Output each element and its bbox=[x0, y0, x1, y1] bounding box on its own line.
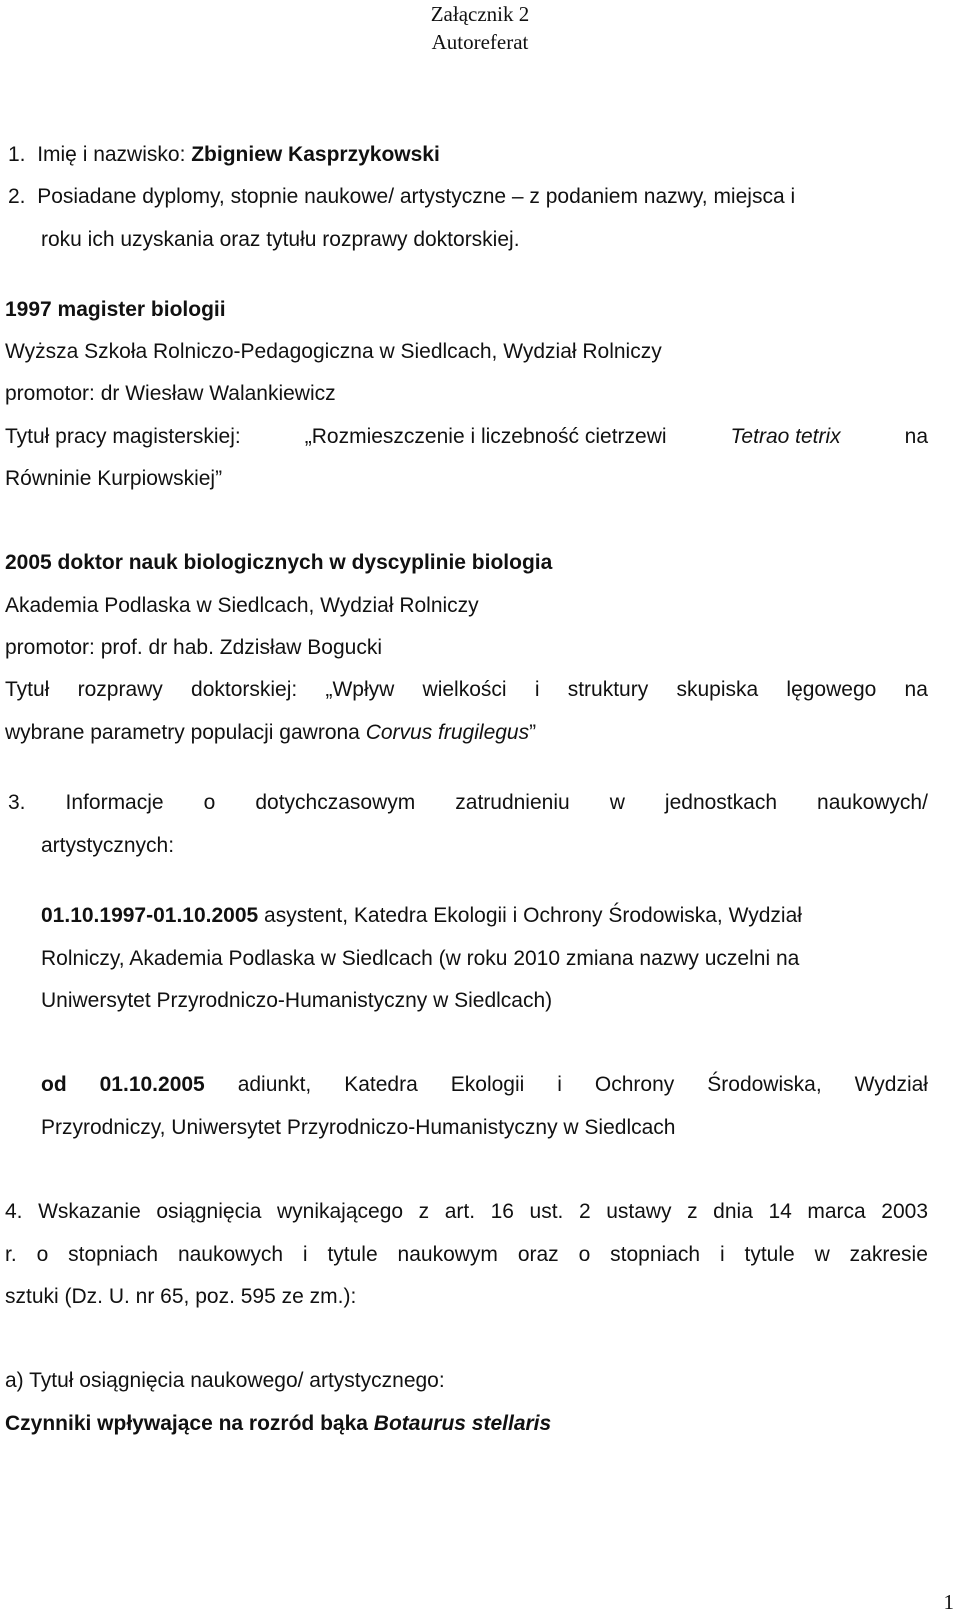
item-4-word: oraz bbox=[517, 1243, 559, 1266]
item-4-word: zakresie bbox=[849, 1243, 928, 1266]
item-2-number: 2. bbox=[8, 185, 26, 208]
item-3-word: dotychczasowym bbox=[255, 791, 416, 814]
item-4-line-3: sztuki (Dz. U. nr 65, poz. 595 ze zm.): bbox=[5, 1285, 357, 1308]
item-4-word: 2003 bbox=[881, 1200, 928, 1223]
job-1-line-3: Uniwersytet Przyrodniczo-Humanistyczny w Siedlcach) bbox=[41, 989, 553, 1012]
item-4-line-2 bbox=[5, 1243, 928, 1267]
item-4-word: z bbox=[418, 1200, 430, 1223]
job-2-word: Wydział bbox=[854, 1073, 928, 1096]
item-4-word: ust. bbox=[529, 1200, 564, 1223]
item-2 bbox=[8, 185, 795, 209]
job-2-word: i bbox=[557, 1073, 562, 1096]
degree-1-school: Wyższa Szkoła Rolniczo-Pedagogiczna w Siedlcach, Wydział Rolniczy bbox=[5, 340, 662, 363]
degree-2-thesis-word: doktorskiej: bbox=[191, 678, 298, 701]
item-1 bbox=[8, 143, 440, 167]
item-4-word: 14 bbox=[768, 1200, 792, 1223]
degree-2-thesis-word: na bbox=[904, 678, 928, 701]
header-line-2: Autoreferat bbox=[431, 30, 529, 54]
item-4-word: osiągnięcia bbox=[156, 1200, 262, 1223]
degree-2-promotor: promotor: prof. dr hab. Zdzisław Bogucki bbox=[5, 636, 382, 659]
item-4-word: 4. bbox=[5, 1200, 23, 1223]
degree-1-thesis-line-2: Równinie Kurpiowskiej” bbox=[5, 467, 223, 490]
degree-2-thesis-word: struktury bbox=[567, 678, 649, 701]
job-2-word: Środowiska, bbox=[707, 1073, 822, 1096]
item-3-word: Informacje bbox=[65, 791, 164, 814]
job-2-word: Ekologii bbox=[450, 1073, 525, 1096]
degree-1-thesis-line-1 bbox=[5, 425, 928, 449]
item-4-word: w bbox=[814, 1243, 830, 1266]
job-2-word: Ochrony bbox=[594, 1073, 675, 1096]
job-2-od: od bbox=[41, 1073, 67, 1096]
job-2-word: adiunkt, bbox=[237, 1073, 312, 1096]
item-4-word: o bbox=[578, 1243, 591, 1266]
degree-2-thesis-species: Corvus frugilegus bbox=[365, 721, 530, 744]
item-1-number: 1. bbox=[8, 143, 26, 166]
job-2-line-1 bbox=[41, 1073, 928, 1097]
author-name: Zbigniew Kasprzykowski bbox=[191, 143, 440, 166]
item-4-word: tytule bbox=[327, 1243, 378, 1266]
item-4-word: o bbox=[36, 1243, 49, 1266]
degree-2-thesis-word: lęgowego bbox=[786, 678, 877, 701]
degree-2-thesis-word: „Wpływ bbox=[325, 678, 395, 701]
item-3-word: zatrudnieniu bbox=[455, 791, 570, 814]
degree-2-school: Akademia Podlaska w Siedlcach, Wydział Rolniczy bbox=[5, 594, 479, 617]
degree-1-promotor: promotor: dr Wiesław Walankiewicz bbox=[5, 382, 336, 405]
degree-2-thesis-quote: ” bbox=[529, 721, 537, 744]
page-number: 1 bbox=[943, 1590, 954, 1614]
item-1-label: Imię i nazwisko: bbox=[37, 143, 192, 166]
item-3-line-2: artystycznych: bbox=[41, 834, 175, 857]
item-4-word: tytule bbox=[744, 1243, 795, 1266]
degree-2-thesis-word: i bbox=[534, 678, 540, 701]
degree-2-thesis-word: skupiska bbox=[676, 678, 759, 701]
degree-2-thesis-word: wielkości bbox=[422, 678, 507, 701]
item-4-word: ustawy bbox=[606, 1200, 672, 1223]
item-4-word: i bbox=[302, 1243, 308, 1266]
item-4-word: stopniach bbox=[610, 1243, 701, 1266]
item-3-word: 3. bbox=[8, 791, 26, 814]
achievement-species: Botaurus stellaris bbox=[373, 1412, 552, 1435]
item-2-line-2: roku ich uzyskania oraz tytułu rozprawy doktorskiej. bbox=[41, 228, 520, 251]
item-4-word: naukowych bbox=[177, 1243, 283, 1266]
header-line-1: Załącznik 2 bbox=[430, 2, 530, 26]
item-2-line-1: Posiadane dyplomy, stopnie naukowe/ artystyczne – z podaniem nazwy, miejsca i bbox=[37, 185, 796, 208]
item-4-word: wynikającego bbox=[276, 1200, 404, 1223]
item-4-word: i bbox=[719, 1243, 725, 1266]
item-3-word: w bbox=[609, 791, 625, 814]
job-2-date: 01.10.2005 bbox=[99, 1073, 205, 1096]
item-4-word: stopniach bbox=[68, 1243, 159, 1266]
degree-2-thesis-text: wybrane parametry populacji gawrona bbox=[5, 721, 366, 744]
degree-1-thesis-species: Tetrao tetrix bbox=[730, 425, 841, 448]
degree-2-thesis-word: rozprawy bbox=[77, 678, 163, 701]
degree-2-thesis-word: Tytuł bbox=[5, 678, 50, 701]
job-2-word: Katedra bbox=[344, 1073, 418, 1096]
item-3-word: jednostkach bbox=[664, 791, 777, 814]
item-4-word: art. bbox=[444, 1200, 476, 1223]
item-4-word: z bbox=[687, 1200, 698, 1223]
item-4-word: marca bbox=[807, 1200, 866, 1223]
degree-2-title: 2005 doktor nauk biologicznych w dyscyplinie biologia bbox=[5, 551, 553, 574]
item-4-line-1 bbox=[5, 1200, 928, 1224]
degree-1-thesis-title: „Rozmieszczenie i liczebność cietrzewi bbox=[304, 425, 667, 448]
degree-1-thesis-end: na bbox=[904, 425, 928, 448]
item-4-word: r. bbox=[5, 1243, 17, 1266]
item-3-word: naukowych/ bbox=[817, 791, 928, 814]
job-1-dates: 01.10.1997-01.10.2005 bbox=[41, 904, 259, 927]
job-1-line-2: Rolniczy, Akademia Podlaska w Siedlcach (w roku 2010 zmiana nazwy uczelni na bbox=[41, 947, 800, 970]
degree-2-thesis-line-2 bbox=[5, 721, 536, 745]
item-3-line-1 bbox=[8, 791, 928, 815]
achievement-title bbox=[5, 1412, 551, 1436]
item-4-word: naukowym bbox=[397, 1243, 498, 1266]
achievement-title-text: Czynniki wpływające na rozród bąka bbox=[5, 1412, 374, 1435]
job-1-line-1 bbox=[41, 904, 802, 928]
item-4-word: 2 bbox=[578, 1200, 591, 1223]
item-4-word: 16 bbox=[490, 1200, 514, 1223]
degree-1-thesis-label: Tytuł pracy magisterskiej: bbox=[5, 425, 241, 448]
degree-1-title: 1997 magister biologii bbox=[5, 298, 226, 321]
item-3-word: o bbox=[203, 791, 216, 814]
job-1-position: asystent, Katedra Ekologii i Ochrony Środowiska, Wydział bbox=[258, 904, 802, 927]
degree-2-thesis-line-1 bbox=[5, 678, 928, 702]
job-2-line-2: Przyrodniczy, Uniwersytet Przyrodniczo-Humanistyczny w Siedlcach bbox=[41, 1116, 676, 1139]
achievement-label: a) Tytuł osiągnięcia naukowego/ artystycznego: bbox=[5, 1369, 445, 1392]
item-4-word: Wskazanie bbox=[38, 1200, 141, 1223]
item-4-word: dnia bbox=[713, 1200, 753, 1223]
